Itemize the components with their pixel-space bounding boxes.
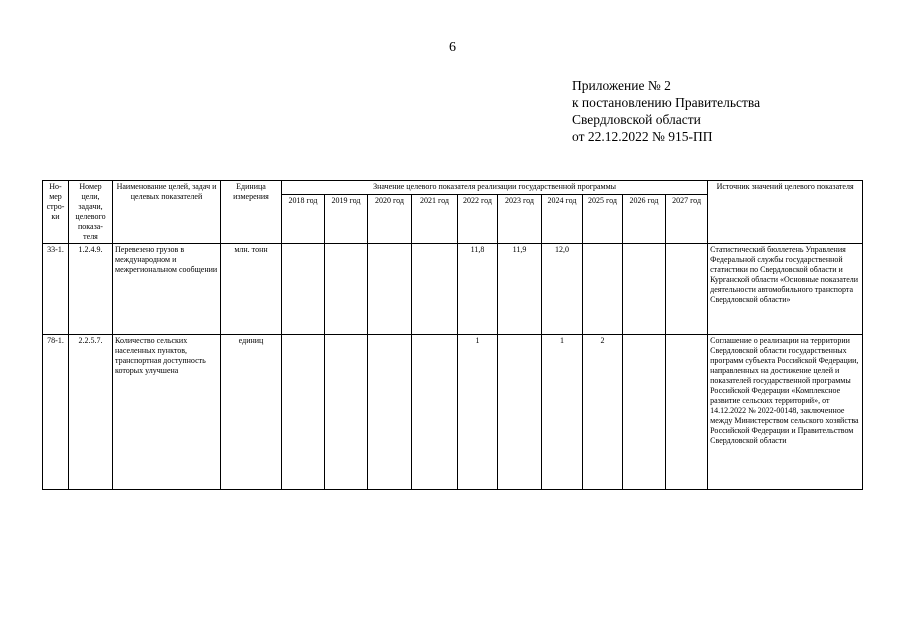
- header-year-2022: 2022 год: [458, 194, 498, 243]
- row-number: 33-1.: [43, 244, 69, 335]
- header-year-2024: 2024 год: [542, 194, 583, 243]
- value-2019: [325, 335, 368, 490]
- value-2022: 11,8: [458, 244, 498, 335]
- header-year-2021: 2021 год: [412, 194, 458, 243]
- value-2027: [666, 335, 708, 490]
- header-source: Источник значений целевого показателя: [708, 181, 863, 244]
- header-row-number: Но-мер стро-ки: [43, 181, 69, 244]
- header-year-2026: 2026 год: [623, 194, 666, 243]
- header-indicator-name: Наименование целей, задач и целевых показателей: [113, 181, 221, 244]
- value-2025: [583, 244, 623, 335]
- header-values-group: Значение целевого показателя реализации государственной программы: [282, 181, 708, 195]
- header-year-2023: 2023 год: [498, 194, 542, 243]
- header-year-2025: 2025 год: [583, 194, 623, 243]
- value-2026: [623, 244, 666, 335]
- appendix-header: [572, 77, 760, 145]
- indicator-name: Перевезено грузов в международном и межрегиональном сообщении: [113, 244, 221, 335]
- indicator-name: Количество сельских населенных пунктов, транспортная доступность которых улучшена: [113, 335, 221, 490]
- goal-number: 2.2.5.7.: [69, 335, 113, 490]
- appendix-date-number: от 22.12.2022 № 915-ПП: [572, 129, 713, 144]
- header-year-2027: 2027 год: [666, 194, 708, 243]
- value-2027: [666, 244, 708, 335]
- value-2019: [325, 244, 368, 335]
- table-header-row: [43, 181, 863, 195]
- source: Статистический бюллетень Управления Федеральной службы государственной статистики по Свердловской области и Курганской области «Основные показатели деятельности автомобильного транспорта Свердловской области»: [708, 244, 863, 335]
- appendix-region: Свердловской области: [572, 112, 701, 127]
- value-2025: 2: [583, 335, 623, 490]
- appendix-title: Приложение № 2: [572, 78, 671, 93]
- value-2020: [368, 335, 412, 490]
- value-2023: 11,9: [498, 244, 542, 335]
- header-year-2018: 2018 год: [282, 194, 325, 243]
- header-unit: Единица измерения: [221, 181, 282, 244]
- value-2021: [412, 244, 458, 335]
- header-year-2019: 2019 год: [325, 194, 368, 243]
- goal-number: 1.2.4.9.: [69, 244, 113, 335]
- table-row: [43, 244, 863, 335]
- value-2018: [282, 335, 325, 490]
- value-2024: 12,0: [542, 244, 583, 335]
- page-number: 6: [449, 40, 456, 55]
- value-2021: [412, 335, 458, 490]
- value-2024: 1: [542, 335, 583, 490]
- value-2020: [368, 244, 412, 335]
- unit: млн. тонн: [221, 244, 282, 335]
- value-2022: 1: [458, 335, 498, 490]
- header-goal-number: Номер цели, задачи, целевого показа-теля: [69, 181, 113, 244]
- indicators-table: [42, 180, 863, 490]
- value-2023: [498, 335, 542, 490]
- source: Соглашение о реализации на территории Свердловской области государственных программ субъекта Российской Федерации, направленных на достижение целей и показателей государственной программы Российской Федерации «Комплексное развитие сельских территорий», от 14.12.2022 № 2022-00148, заключенное между Министерством сельского хозяйства Российской Федерации и Правительством Свердловской области: [708, 335, 863, 490]
- appendix-resolution: к постановлению Правительства: [572, 95, 761, 110]
- value-2026: [623, 335, 666, 490]
- row-number: 78-1.: [43, 335, 69, 490]
- table-row: [43, 335, 863, 490]
- unit: единиц: [221, 335, 282, 490]
- value-2018: [282, 244, 325, 335]
- header-year-2020: 2020 год: [368, 194, 412, 243]
